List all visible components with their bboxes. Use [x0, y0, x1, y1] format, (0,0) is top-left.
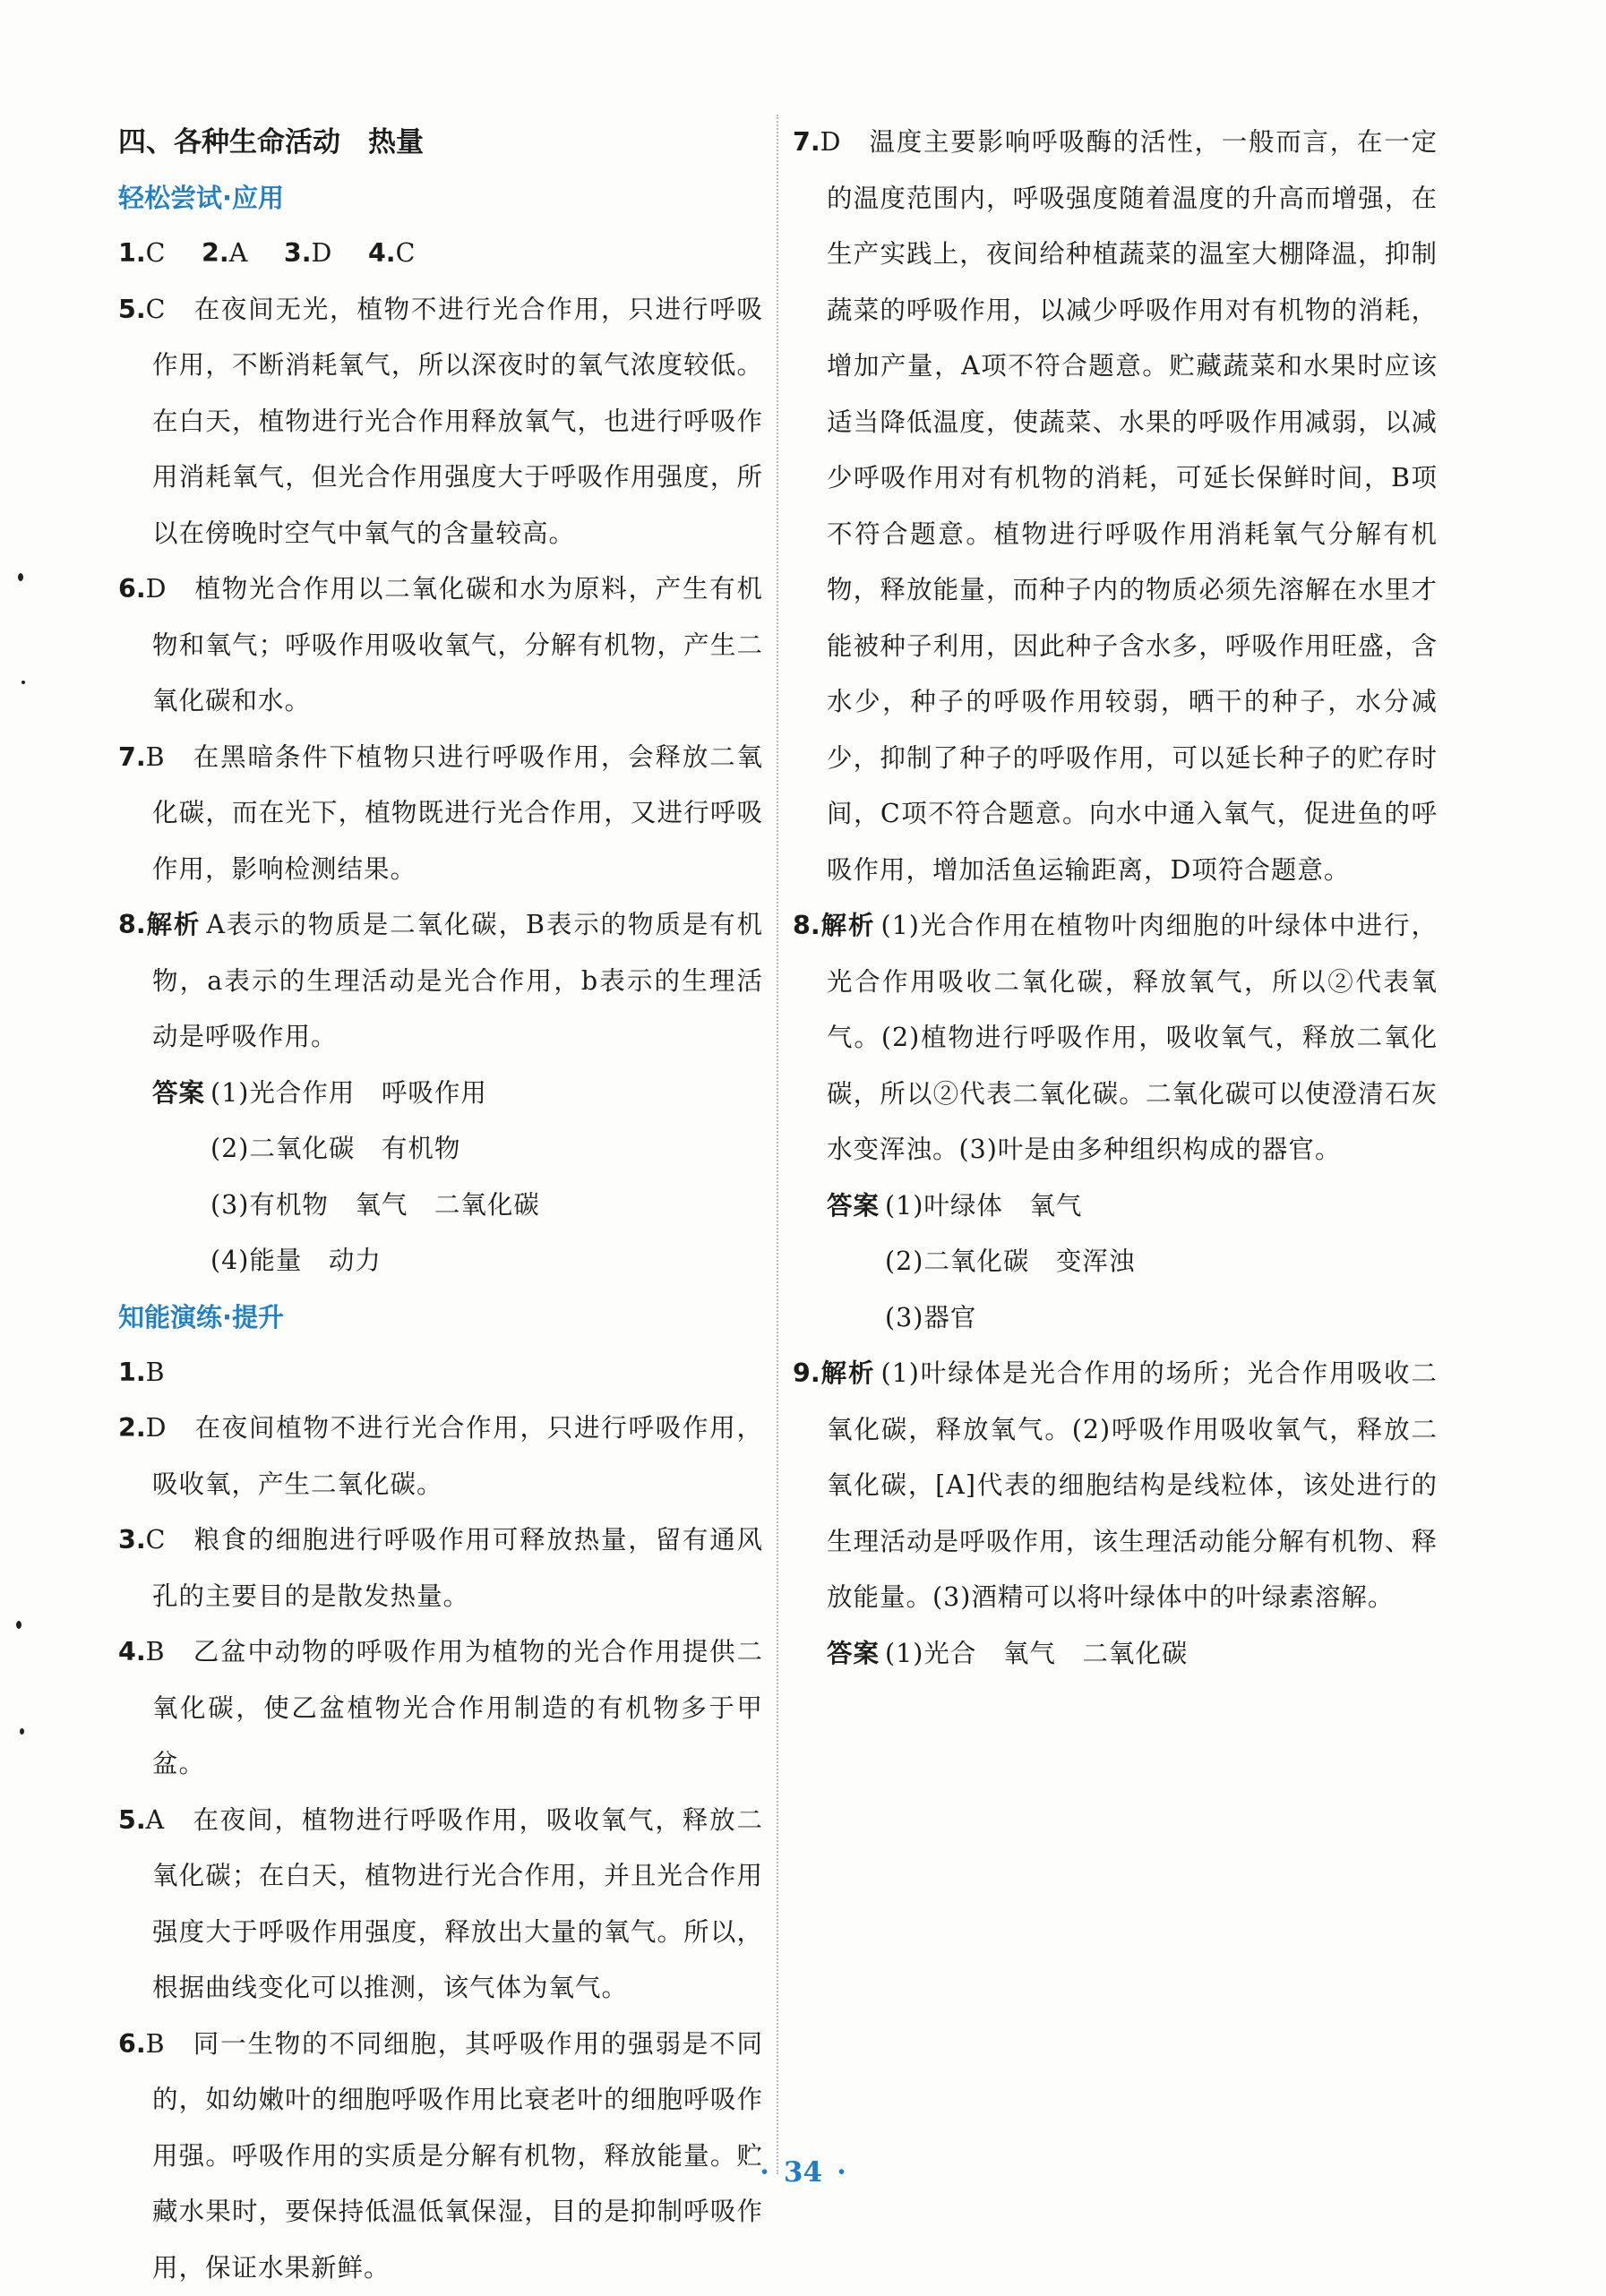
- scan-speck: [21, 681, 25, 684]
- answer-item-2-1: 1.B: [118, 1345, 763, 1401]
- subsection-title-practice: 轻松尝试·应用: [118, 170, 763, 226]
- answer-item-2-2: 2.D 在夜间植物不进行光合作用，只进行呼吸作用，吸收氧，产生二氧化碳。: [118, 1401, 763, 1512]
- answer-row-1-4: 1.C 2.A 3.D 4.C: [118, 226, 763, 282]
- answer-item-8: 8.解析 A表示的物质是二氧化碳，B表示的物质是有机物，a表示的生理活动是光合作用，b表示的生理活动是呼吸作用。: [118, 897, 763, 1066]
- answer-item-2-5: 5.A 在夜间，植物进行呼吸作用，吸收氧气，释放二氧化碳；在白天，植物进行光合作用，并且光合作用强度大于呼吸作用强度，释放出大量的氧气。所以，根据曲线变化可以推测，该气体为氧气。: [118, 1793, 763, 2017]
- right-column: [793, 115, 1438, 1682]
- answer-item-2-7: 7.D 温度主要影响呼吸酶的活性，一般而言，在一定的温度范围内，呼吸强度随着温度的升高而增强，在生产实践上，夜间给种植蔬菜的温室大棚降温，抑制蔬菜的呼吸作用，以减少呼吸作用对有机物的消耗，增加产量，A项不符合题意。贮藏蔬菜和水果时应该适当降低温度，使蔬菜、水果的呼吸作用减弱，以减少呼吸作用对有机物的消耗，可延长保鲜时间，B项不符合题意。植物进行呼吸作用消耗氧气分解有机物，释放能量，而种子内的物质必须先溶解在水里才能被种子利用，因此种子含水多，呼吸作用旺盛，含水少，种子的呼吸作用较弱，晒干的种子，水分减少，抑制了种子的呼吸作用，可以延长种子的贮存时间，C项不符合题意。向水中通入氧气，促进鱼的呼吸作用，增加活鱼运输距离，D项符合题意。: [793, 115, 1438, 898]
- column-divider: [777, 115, 778, 2174]
- answer-item-2-3: 3.C 粮食的细胞进行呼吸作用可释放热量，留有通风孔的主要目的是散发热量。: [118, 1512, 763, 1624]
- answer-block-8: 答案 (1)光合作用 呼吸作用 (2)二氧化碳 有机物 (3)有机物 氧气 二氧化碳 (4)能量 动力: [118, 1066, 763, 1289]
- answer-item-2-4: 4.B 乙盆中动物的呼吸作用为植物的光合作用提供二氧化碳，使乙盆植物光合作用制造的有机物多于甲盆。: [118, 1624, 763, 1793]
- subsection-title-improve: 知能演练·提升: [118, 1289, 763, 1345]
- scan-speck: [16, 1621, 21, 1629]
- page-number-dot-right: ·: [837, 2156, 846, 2189]
- left-column: [118, 115, 763, 2296]
- scan-speck: [20, 1728, 24, 1735]
- section-title: 四、各种生命活动 热量: [118, 115, 763, 170]
- answer-item-2-6: 6.B 同一生物的不同细胞，其呼吸作用的强弱是不同的，如幼嫩叶的细胞呼吸作用比衰老叶的细胞呼吸作用强。呼吸作用的实质是分解有机物，释放能量。贮藏水果时，要保持低温低氧保湿，目的是抑制呼吸作用，保证水果新鲜。: [118, 2017, 763, 2296]
- answer-item-2-9: 9.解析 (1)叶绿体是光合作用的场所；光合作用吸收二氧化碳，释放氧气。(2)呼吸作用吸收氧气，释放二氧化碳，[A]代表的细胞结构是线粒体，该处进行的生理活动是呼吸作用，该生理活动能分解有机物、释放能量。(3)酒精可以将叶绿体中的叶绿素溶解。: [793, 1346, 1438, 1626]
- scan-speck: [18, 573, 23, 581]
- answer-block-2-9: 答案 (1)光合 氧气 二氧化碳: [793, 1626, 1438, 1683]
- answer-block-2-8: 答案 (1)叶绿体 氧气 (2)二氧化碳 变浑浊 (3)器官: [793, 1178, 1438, 1347]
- page-number: · 34 ·: [0, 2156, 1606, 2189]
- answer-item-6: 6.D 植物光合作用以二氧化碳和水为原料，产生有机物和氧气；呼吸作用吸收氧气，分解有机物，产生二氧化碳和水。: [118, 561, 763, 730]
- answer-item-2-8: 8.解析 (1)光合作用在植物叶肉细胞的叶绿体中进行，光合作用吸收二氧化碳，释放氧气，所以②代表氧气。(2)植物进行呼吸作用，吸收氧气，释放二氧化碳，所以②代表二氧化碳。二氧化碳可以使澄清石灰水变浑浊。(3)叶是由多种组织构成的器官。: [793, 898, 1438, 1178]
- answer-item-7: 7.B 在黑暗条件下植物只进行呼吸作用，会释放二氧化碳，而在光下，植物既进行光合作用，又进行呼吸作用，影响检测结果。: [118, 730, 763, 898]
- page-number-dot-left: ·: [760, 2156, 769, 2189]
- answer-item-5: 5.C 在夜间无光，植物不进行光合作用，只进行呼吸作用，不断消耗氧气，所以深夜时的氧气浓度较低。在白天，植物进行光合作用释放氧气，也进行呼吸作用消耗氧气，但光合作用强度大于呼吸作用强度，所以在傍晚时空气中氧气的含量较高。: [118, 282, 763, 562]
